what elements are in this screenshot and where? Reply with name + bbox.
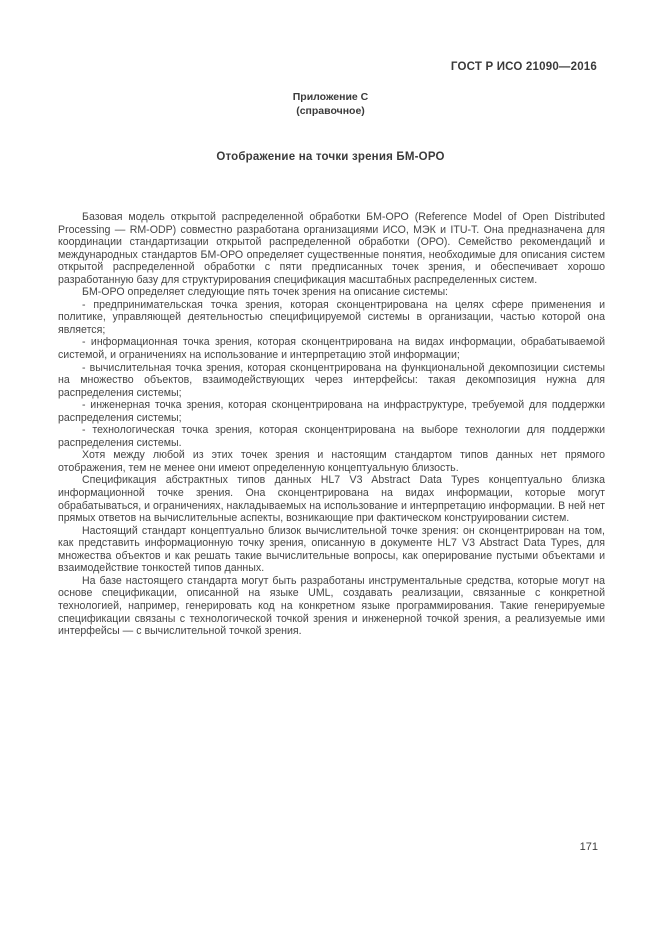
paragraph: - информационная точка зрения, которая сконцентрирована на видах информации, обрабатываемой системой, и ограничениях на использование и интерпретацию этой информации; xyxy=(58,336,605,362)
paragraph: На базе настоящего стандарта могут быть разработаны инструментальные средства, которые могут на основе спецификации, описанной на языке UML, создавать реализации, связанные с конкретной технологией, например, генерировать код на конкретном языке программирования. Такие генерируемые спецификации связаны с технологической точкой зрения и инженерной точкой зрения, а реализуемые ими интерфейсы — с вычислительной точкой зрения. xyxy=(58,574,605,638)
paragraph: - вычислительная точка зрения, которая сконцентрирована на функциональной декомпозиции системы на множество объектов, взаимодействующих через интерфейсы: такая декомпозиция нужна для распределения системы; xyxy=(58,361,605,399)
page-number: 171 xyxy=(579,841,598,853)
paragraph: Базовая модель открытой распределенной обработки БМ-ОРО (Reference Model of Open Distributed Processing — RM-ODP) совместно разработана организациями ИСО, МЭК и ITU-T. Она предназначена для координации стандартизации открытой распределенной обработки (ОРО). Семейство рекомендаций и международных стандартов БМ-ОРО определяет существенные понятия, необходимые для описания систем открытой распределенной обработки с пяти предписанных точек зрения, и обеспечивает хорошо разработанную базу для структурирования спецификация масштабных распределенных систем. xyxy=(58,211,605,286)
paragraph: - инженерная точка зрения, которая сконцентрирована на инфраструктуре, требуемой для поддержки распределения системы; xyxy=(58,399,605,424)
paragraph: Спецификация абстрактных типов данных HL7 V3 Abstract Data Types концептуально близка информационной точке зрения. Она сконцентрирована на видах информации, которые могут обрабатываться, и ограничениях, накладываемых на использование и интерпретацию информации. В ней нет прямых ответов на вычислительные аспекты, возникающие при фактическом конструировании систем. xyxy=(58,474,605,525)
appendix-note: (справочное) xyxy=(296,104,365,117)
paragraph: БМ-ОРО определяет следующие пять точек зрения на описание системы: xyxy=(82,286,449,299)
paragraph: - предпринимательская точка зрения, которая сконцентрирована на целях сфере применения и политике, управляющей деятельностью специфицируемой системы в организации, частью которой она является; xyxy=(58,298,605,336)
body-text xyxy=(58,211,605,638)
standard-code-header: ГОСТ Р ИСО 21090—2016 xyxy=(450,61,597,73)
paragraph: - технологическая точка зрения, которая сконцентрирована на выборе технологии для поддержки распределения системы. xyxy=(58,424,605,449)
paragraph: Хотя между любой из этих точек зрения и настоящим стандартом типов данных нет прямого отображения, тем не менее они имеют определенную концептуальную близость. xyxy=(58,449,605,474)
page-title: Отображение на точки зрения БМ-ОРО xyxy=(216,151,445,163)
appendix-heading xyxy=(0,91,661,118)
appendix-label: Приложение С xyxy=(292,91,369,103)
paragraph: Настоящий стандарт концептуально близок вычислительной точке зрения: он сконцентрирован на том, как представить информационную точку зрения, описанную в документе HL7 V3 Abstract Data Types, для множества объектов и как решать такие вычислительные вопросы, как оперирование пустыми объектами и взаимодействие тонкостей типов данных. xyxy=(58,524,605,575)
